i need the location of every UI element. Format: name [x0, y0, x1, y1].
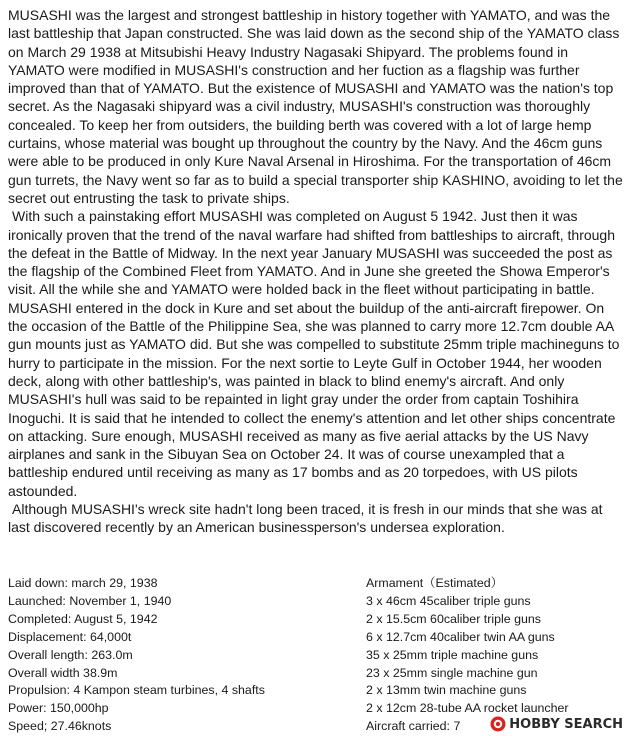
armament-twin-mg: 2 x 13mm twin machine guns	[366, 683, 527, 698]
spec-power: Power: 150,000hp	[8, 701, 109, 716]
armament-secondary-guns: 2 x 15.5cm 60caliber triple guns	[366, 611, 541, 626]
spec-list-armament	[366, 575, 626, 736]
spec-launched: Launched: November 1, 1940	[8, 593, 172, 608]
watermark-text: HOBBY SEARCH	[509, 716, 623, 732]
hobby-search-watermark	[488, 716, 625, 732]
article-body	[8, 6, 624, 537]
armament-main-guns: 3 x 46cm 45caliber triple guns	[366, 593, 531, 608]
armament-aa-guns: 6 x 12.7cm 40caliber twin AA guns	[366, 629, 555, 644]
armament-rocket-launcher: 2 x 12cm 28-tube AA rocket launcher	[366, 701, 569, 716]
spec-displacement: Displacement: 64,000t	[8, 629, 132, 644]
spec-speed: Speed; 27.46knots	[8, 719, 112, 734]
armament-single-mg: 23 x 25mm single machine gun	[366, 665, 538, 680]
spec-list-general	[8, 575, 338, 736]
article-paragraph-3: Although MUSASHI's wreck site hadn't long been traced, it is fresh in our minds that she was at last discovered recently by an American businessperson's undersea exploration.	[8, 501, 603, 536]
article-paragraph-2: With such a painstaking effort MUSASHI was completed on August 5 1942. Just then it was ironically proven that the trend of the naval warfare had shifted from battleships to aircraft, through the defeat in the Battle of Midway. In the next year January MUSASHI was succeeded the post as the flagship of the Combined Fleet from YAMATO. And in June she greeted the Showa Emperor's visit. All the while she and YAMATO were holded back in the fleet without participating in battle. MUSASHI entered in the dock in Kure and set about the buildup of the anti-aircraft firepower. On the occasion of the Battle of the Philippine Sea, she was planned to carry more 12.7cm double AA gun mounts just as YAMATO did. But she was compelled to substitute 25mm triple machineguns to hurry to participate in the mission. For the next sortie to Leyte Gulf in October 1944, her wooden deck, along with other battleship's, was painted in black to blind enemy's aircraft. And only MUSASHI's hull was said to be repainted in light gray under the order from captain Toshihira Inoguchi. It is said that he intended to collect the enemy's attention and let other ships concentrate on attacking. Sure enough, MUSASHI received as many as five aerial attacks by the US Navy airplanes and sank in the Sibuyan Sea on October 24. It was of course unexampled that a battleship endured until receiving as many as 17 bombs and as 20 torpedoes, with US pilots astounded.	[8, 208, 620, 499]
armament-triple-mg: 35 x 25mm triple machine guns	[366, 647, 539, 662]
spec-completed: Completed: August 5, 1942	[8, 611, 158, 626]
spec-overall-length: Overall length: 263.0m	[8, 647, 133, 662]
spec-laid-down: Laid down: march 29, 1938	[8, 576, 158, 590]
armament-aircraft: Aircraft carried: 7	[366, 719, 461, 734]
spec-overall-width: Overall width 38.9m	[8, 665, 118, 680]
article-paragraph-1: MUSASHI was the largest and strongest battleship in history together with YAMATO, and was the last battleship that Japan constructed. She was laid down as the second ship of the YAMATO class on March 29 1938 at Mitsubishi Heavy Industry Nagasaki Shipyard. The problems found in YAMATO were modified in MUSASHI's construction and her fuction as a flagship was further improved than that of YAMATO. But the existence of MUSASHI and YAMATO was the nation's top secret. As the Nagasaki shipyard was a civil industry, MUSASHI's construction was thoroughly concealed. To keep her from outsiders, the building berth was covered with a lot of large hemp curtains, whose material was bought up throughout the country by the Navy. And the 46cm guns were able to be produced in only Kure Naval Arsenal in Hiroshima. For the transportation of 46cm gun turrets, the Navy went so far as to build a special transporter ship KASHINO, avoiding to let the secret out entrusting the task to private ships.	[8, 7, 623, 206]
spec-propulsion: Propulsion: 4 Kampon steam turbines, 4 shafts	[8, 683, 265, 698]
hobby-search-logo-icon	[490, 716, 506, 732]
armament-heading: Armament（Estimated）	[366, 576, 504, 590]
